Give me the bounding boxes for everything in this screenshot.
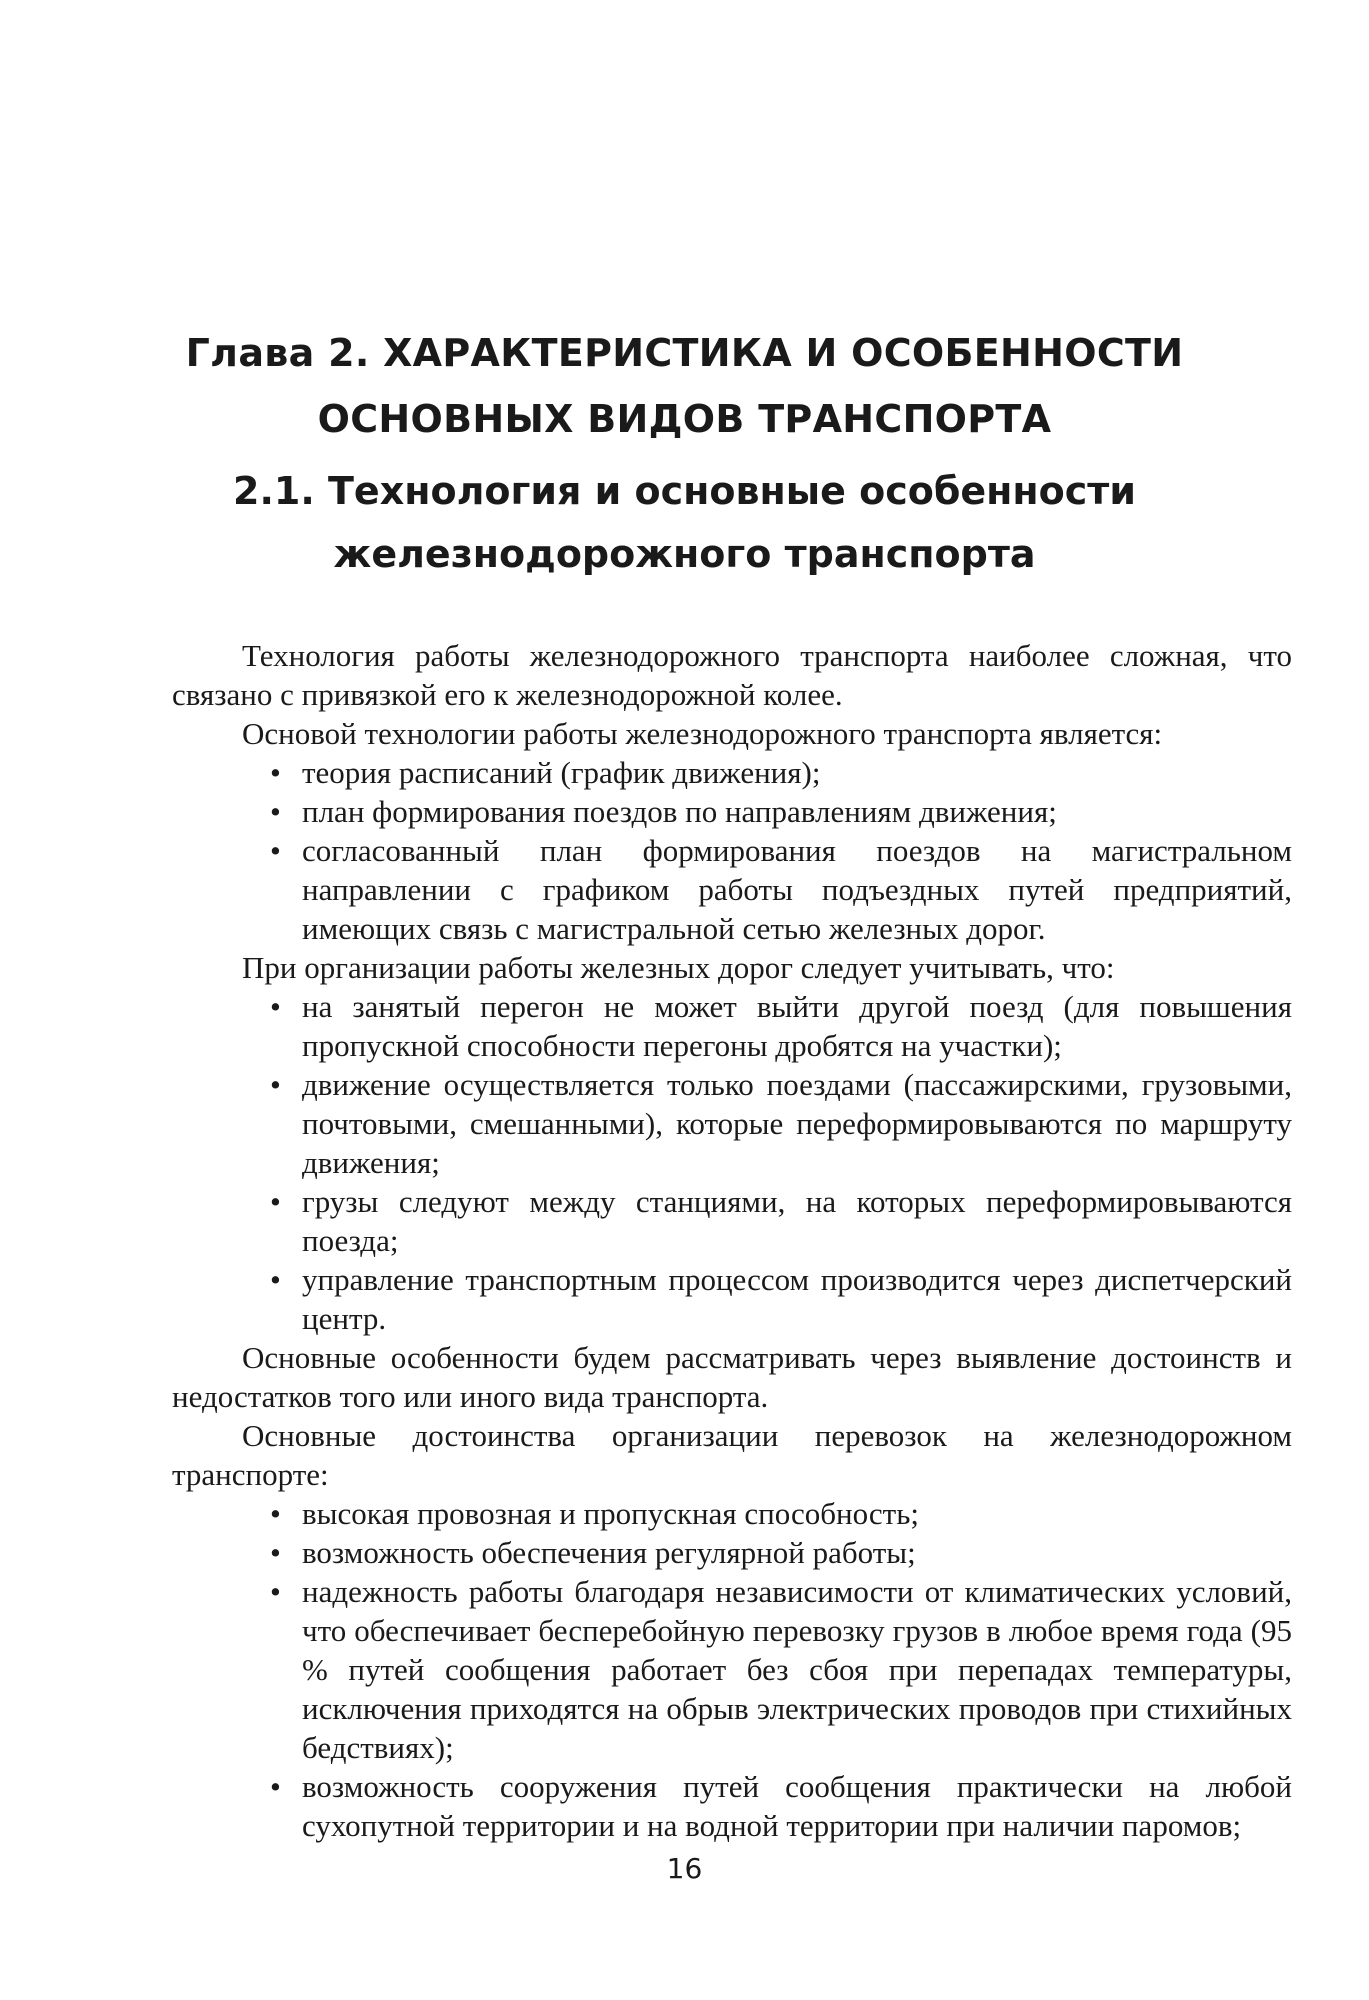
paragraph-organization: При организации работы железных дорог следует учитывать, что:: [242, 950, 1115, 985]
paragraph-intro: Технология работы железнодорожного транспорта наиболее сложная, что связано с привязкой его к железнодорожной колее.: [172, 638, 1292, 712]
body-text: [172, 636, 1292, 1845]
bullet-icon: •: [270, 833, 281, 868]
list-item-text: высокая провозная и пропускная способность;: [302, 1496, 919, 1531]
paragraph-features: Основные особенности будем рассматривать через выявление достоинств и недостатков того или иного вида транспорта.: [172, 1340, 1292, 1414]
list-item: [270, 1260, 1292, 1338]
bullet-icon: •: [270, 755, 281, 790]
list-item-text: план формирования поездов по направлениям движения;: [302, 794, 1057, 829]
list-item-text: надежность работы благодаря независимости от климатических условий, что обеспечивает бесперебойную перевозку грузов в любое время года (95 % путей сообщения работает без сбоя при перепадах температуры, исключения приходятся на обрыв электрических проводов при стихийных бедствиях);: [302, 1574, 1292, 1765]
paragraph-basis: Основой технологии работы железнодорожного транспорта является:: [242, 716, 1163, 751]
list-item: [270, 1572, 1292, 1767]
bullet-icon: •: [270, 1262, 281, 1297]
list-item-text: возможность обеспечения регулярной работы;: [302, 1535, 916, 1570]
bullet-icon: •: [270, 1535, 281, 1570]
list-organization: [172, 987, 1292, 1338]
bullet-icon: •: [270, 1574, 281, 1609]
list-item: [270, 1494, 1292, 1533]
list-item: [270, 1767, 1292, 1845]
list-item: [270, 1065, 1292, 1182]
list-item: [270, 987, 1292, 1065]
list-item-text: возможность сооружения путей сообщения практически на любой сухопутной территории и на водной территории при наличии паромов;: [302, 1769, 1292, 1843]
chapter-title: [0, 320, 1369, 452]
list-item: [270, 831, 1292, 948]
list-item: [270, 1533, 1292, 1572]
list-advantages: [172, 1494, 1292, 1845]
bullet-icon: •: [270, 1769, 281, 1804]
section-title-line-1: 2.1. Технология и основные особенности: [233, 469, 1136, 513]
list-item-text: грузы следуют между станциями, на которых переформировываются поезда;: [302, 1184, 1292, 1258]
list-item-text: на занятый перегон не может выйти другой поезд (для повышения пропускной способности перегоны дробятся на участки);: [302, 989, 1292, 1063]
chapter-title-line-2: ОСНОВНЫХ ВИДОВ ТРАНСПОРТА: [317, 397, 1052, 441]
list-item: [270, 792, 1292, 831]
bullet-icon: •: [270, 989, 281, 1024]
list-basis: [172, 753, 1292, 948]
list-item-text: управление транспортным процессом производится через диспетчерский центр.: [302, 1262, 1292, 1336]
bullet-icon: •: [270, 1184, 281, 1219]
bullet-icon: •: [270, 1496, 281, 1531]
section-title: [0, 460, 1369, 586]
chapter-title-line-1: Глава 2. ХАРАКТЕРИСТИКА И ОСОБЕННОСТИ: [185, 331, 1184, 375]
section-title-line-2: железнодорожного транспорта: [333, 532, 1036, 576]
list-item-text: движение осуществляется только поездами (пассажирскими, грузовыми, почтовыми, смешанными), которые переформировываются по маршруту движения;: [302, 1067, 1292, 1180]
list-item-text: теория расписаний (график движения);: [302, 755, 821, 790]
list-item: [270, 753, 1292, 792]
list-item: [270, 1182, 1292, 1260]
page-number: 16: [666, 1852, 703, 1885]
bullet-icon: •: [270, 1067, 281, 1102]
list-item-text: согласованный план формирования поездов на магистральном направлении с графиком работы подъездных путей предприятий, имеющих связь с магистральной сетью железных дорог.: [302, 833, 1292, 946]
bullet-icon: •: [270, 794, 281, 829]
paragraph-advantages: Основные достоинства организации перевозок на железнодорожном транспорте:: [172, 1418, 1292, 1492]
